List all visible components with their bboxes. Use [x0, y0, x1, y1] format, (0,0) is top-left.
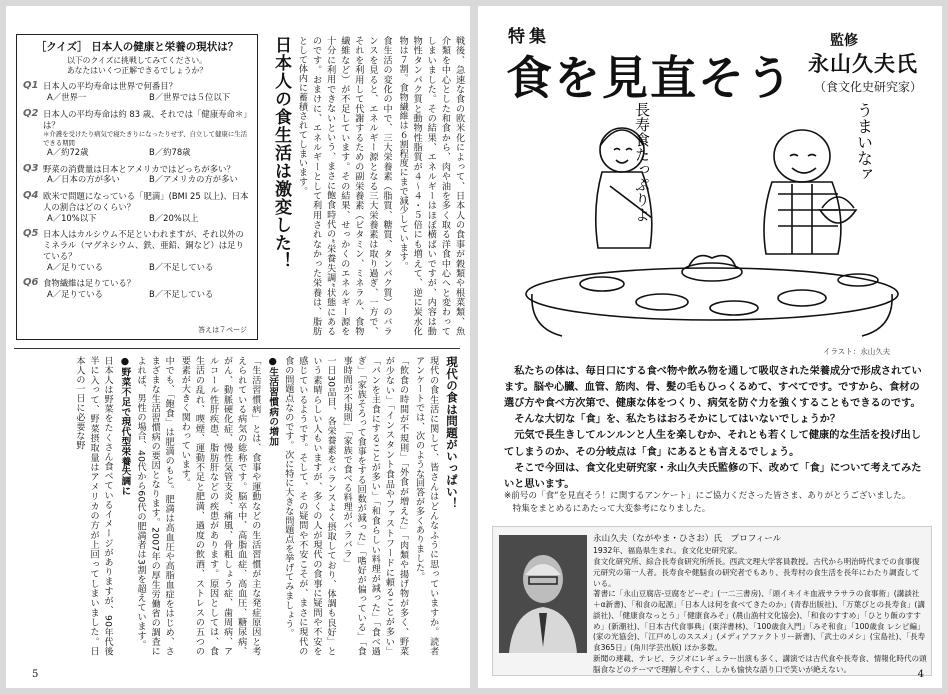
- paragraph: 戦後、急速な食の欧米化によって、日本人の食事が穀類や根菜類、魚介類を中心とした和食から、肉や油を多く取る洋食中心へと変わってしまいました。その結果、エネルギーはほぼ横ばいですが、内容は動物性タンパク質と動物性脂質が４〜４・５倍にも増えて、逆に炭水化物は７割。食物繊維は６割程度にまで減少しています。: [397, 36, 464, 336]
- heading-shokuseikatsu: 日本人の食生活は激変した！: [271, 36, 291, 270]
- option-a: A／足りている: [47, 261, 103, 272]
- option-a: A／日本の方が多い: [47, 174, 120, 185]
- option-a: A／10%以下: [47, 212, 97, 223]
- question-text-main: 日本人の平均寿命は約 83 歳、それでは「健康寿命＊」は？: [43, 108, 248, 130]
- lead-text: [504, 364, 924, 493]
- lead-paragraph: そこで今回は、食文化史研究家・永山久夫氏監修の下、改めて「食」について考えてみたいと思います。: [504, 462, 922, 490]
- paragraph: 食生活の変化の中で、三大栄養素（脂質、糖質、タンパク質）のバランスを見ると、エネルギー源となる三大栄養素は取り過ぎ、一方で、それを利用して代謝するための副栄養素（ビタミン、ミネラル、食物繊維など）が不足しています。その結果、せっかくのエネルギー源を十分に利用できないという、まさに飽食時代の“栄養失調”状態にあるのです。おまけに、エネルギーとして利用されなかった栄養は、脂肪として体内に蓄積されてしまいます。: [296, 36, 392, 336]
- question-text-main: 食物繊維は足りている？: [43, 278, 136, 289]
- paragraph: 中でも、「飽食」は肥満のもと。肥満は高血圧や高脂血症をはじめ、さまざまな生活習慣病の要因となります。2007年の厚生労働省の調査によれば、男性の場合、40代から60代の肥満者は3割を超えています。: [135, 356, 174, 656]
- quiz-question: [23, 278, 251, 300]
- feature-kicker: 特集: [508, 27, 550, 47]
- question-text: [43, 278, 251, 289]
- question-number: Q5: [23, 228, 39, 240]
- question-text-main: 欧米で問題になっている「肥満」(BMI 25 以上)、日本人の割合はどのくらい？: [43, 191, 249, 212]
- supervisor-name: 永山久夫氏: [808, 51, 918, 76]
- paragraph: 一日30品目、各栄養素をバランスよく摂取しており、体調も良好」という素晴らしい人もいますが、多くの人が現代の食事に疑問や不安を感じているようです。そして、その疑問や不安こそが、まさに現代の食の問題点なのです。次に特に大きな問題点を挙げてみましょう。: [283, 356, 336, 656]
- quiz-list: [23, 81, 251, 299]
- profile-text: [593, 533, 927, 676]
- supervision-label: 監修: [830, 33, 858, 49]
- paragraph: 現代の食生活に関して、皆さんはどんなふうに思っていますか。読者アンケートでは、次のような回答が多くありました。: [414, 356, 439, 656]
- option-b: B／不足している: [149, 289, 214, 299]
- question-text: [43, 109, 251, 147]
- question-note: ＊介護を受けたり病気で寝たきりになったりせず、自立して健康に生活できる期間: [43, 130, 247, 147]
- question-number: Q2: [23, 107, 39, 119]
- option-b: B／アメリカの方が多い: [149, 174, 238, 185]
- illustration-credit: イラスト：永山久夫: [823, 347, 891, 356]
- quiz-intro-line: あなたはいくつ正解できるでしょうか？: [66, 66, 208, 76]
- illustration-elderly-couple-meal: [502, 98, 922, 346]
- question-text: [43, 164, 251, 175]
- lead-paragraph: 元気で長生きしてルンルンと人生を楽しむか、それとも若くして健康的な生活を投げ出してしまうのか、その分岐点は「食」にあるとも言えるでしょう。: [504, 430, 921, 458]
- option-a: A／世界一: [47, 92, 87, 103]
- section-divider: [14, 348, 460, 349]
- question-number: Q4: [23, 190, 39, 201]
- quiz-question: [23, 81, 251, 103]
- option-b: B／20%以上: [149, 212, 199, 223]
- question-text-main: 野菜の消費量は日本とアメリカではどっちが多い？: [43, 163, 235, 174]
- paragraph: 「生活習慣病」とは、食事や運動などの生活習慣が主な発症原因と考えられている病気の総称です。脳卒中、高脂血症、高血圧、糖尿病、がん、動脈硬化症、慢性気管支炎、痛風、骨粗しょう症、歯周病、アルコール性肝疾患、脂肪肝などの疾患があります。原因としては、食生活の乱れ、喫煙、運動不足と肥満、過度の飲酒、ストレスの五つの要素が大きく関わっています。: [179, 356, 261, 656]
- supervisor-org: （食文化史研究家）: [814, 80, 923, 94]
- profile-line: 新聞の連載、テレビ、ラジオにレギュラー出演も多く、講演では古代食や長寿食、情報化時代の頭脳食などのテーマで理解しやすく、しかも愉快な語り口で笑いが絶えない。: [593, 654, 927, 674]
- right-page: [478, 6, 942, 688]
- survey-responses: 「飲食の時間が不規則」「外食が増えた」「肉類や揚げ物が多く、野菜が少ない」「インスタント食品やファストフードに頼ることが多い」「パンを主食にすることが多い」「和食らしい料理が減った」「食べ過ぎ」「家族そろって食事をする回数が減った」「嗜好が偏っている」「食事時間が不規則」「家族で食べる料理がバラバラ」: [341, 356, 408, 656]
- supervisor-photo: [499, 535, 587, 653]
- speech-umai: うまいなァ: [854, 102, 874, 182]
- question-text: [43, 229, 251, 261]
- quiz-box: [16, 34, 258, 340]
- question-number: Q6: [23, 277, 39, 289]
- lead-paragraph: 私たちの体は、毎日口にする食べ物や飲み物を通して吸収された栄養成分で形成されています。脳や心臓、血管、筋肉、骨、髪の毛もひっくるめて、すべてです。ですから、食材の選び方や食べ方次第で、健康な体をつくり、病気を防ぐ力を強くすることもできるのです。: [504, 366, 922, 410]
- page-number: 4: [917, 669, 924, 680]
- profile-line: 1932年、福島県生まれ。食文化史研究家。: [593, 546, 742, 556]
- profile-line: 食文化研究所、綜合長寿食研究所所長。西武文理大学客員教授。古代から明治時代までの食事復元研究の第一人者。長寿食や健脳食の研究者でもあり、長寿村の食生活を長年にわたり調査している。: [593, 556, 920, 588]
- quiz-intro-line: 以下のクイズに挑戦してみてください。: [67, 56, 207, 66]
- profile-line: 著書に「永山豆腐店-豆腐をどーぞ」(一二三書房)、「頭イキイキ血液サラサラの食事術」(講談社＋α新書)、「和食の起源」「日本人は何を食べてきたのか」(青春出版社)、「万葉びとの長寿食」(講談社)、「健康食なっとう」「健康食みそ」(農山漁村文化協会)、「和食のすすめ」「ひとり飯のすすめ」(新潮社)、「日本古代食事典」(東洋書林)、「100歳食入門」「みそ和食」「100歳食 レシピ編」(家の光協会)、「江戸めしのススメ」(メディアファクトリー新書)、「武士のメシ」(宝島社)、「長寿食365日」(角川学芸出版) ほか多数。: [593, 589, 926, 653]
- question-text-main: 日本人はカルシウム不足といわれますが、それ以外のミネラル（マグネシウム、鉄、亜鉛、銅など）は足りている？: [43, 229, 244, 261]
- paragraph: 日本人は野菜をたくさん食べているイメージがありますが、90年代後半に入って、野菜摂取量はアメリカの方が上回ってしまいました。日本人の一日に必要な野: [74, 356, 113, 656]
- page-number: 5: [32, 669, 39, 680]
- quiz-answer-ref: 答えは７ページ: [198, 326, 247, 335]
- option-b: B／約78歳: [149, 146, 191, 157]
- heading-mondai: 現代の食は問題がいっぱい！: [445, 356, 459, 510]
- subheading-lifestyle-disease: ●生活習慣病の増加: [267, 356, 279, 447]
- option-b: B／不足している: [149, 261, 214, 272]
- question-number: Q3: [23, 162, 39, 174]
- survey-thanks: [504, 490, 924, 516]
- quiz-intro: [23, 56, 251, 76]
- speech-chojushoku: 長寿食たっぷりよ: [633, 102, 651, 222]
- profile-title: 永山久夫（ながやま・ひさお）氏 プロフィール: [593, 534, 782, 544]
- option-a: A／約72歳: [47, 146, 89, 157]
- quiz-question: [23, 191, 251, 223]
- lead-paragraph: そんな大切な「食」を、私たちはおろそかにしてはいないでしょうか？: [514, 414, 841, 426]
- profile-box: [492, 526, 932, 676]
- thanks-line: 特集をまとめるにあたって大変参考になりました。: [512, 503, 711, 514]
- quiz-title: ［クイズ］ 日本人の健康と栄養の現状は？: [35, 41, 239, 53]
- subheading-vegetable-shortage: ●野菜不足で現代型栄養失調に: [119, 356, 131, 496]
- problems-article: [16, 356, 460, 656]
- option-b: B／世界では５位以下: [149, 92, 231, 103]
- option-a: A／足りている: [47, 289, 103, 299]
- quiz-question: [23, 109, 251, 158]
- intro-article: [296, 36, 466, 336]
- question-number: Q1: [23, 80, 39, 92]
- quiz-question: [23, 229, 251, 272]
- question-text: [43, 81, 251, 92]
- left-page: [6, 6, 470, 688]
- thanks-line: ※前号の「食“を見直そう！に関するアンケート」にご協力くださった皆さま、ありがとうございました。: [504, 491, 911, 501]
- question-text: [43, 191, 251, 213]
- question-text-main: 日本人の平均寿命は世界で何番目？: [43, 81, 177, 92]
- feature-title: 食を見直そう: [506, 51, 794, 105]
- quiz-question: [23, 164, 251, 186]
